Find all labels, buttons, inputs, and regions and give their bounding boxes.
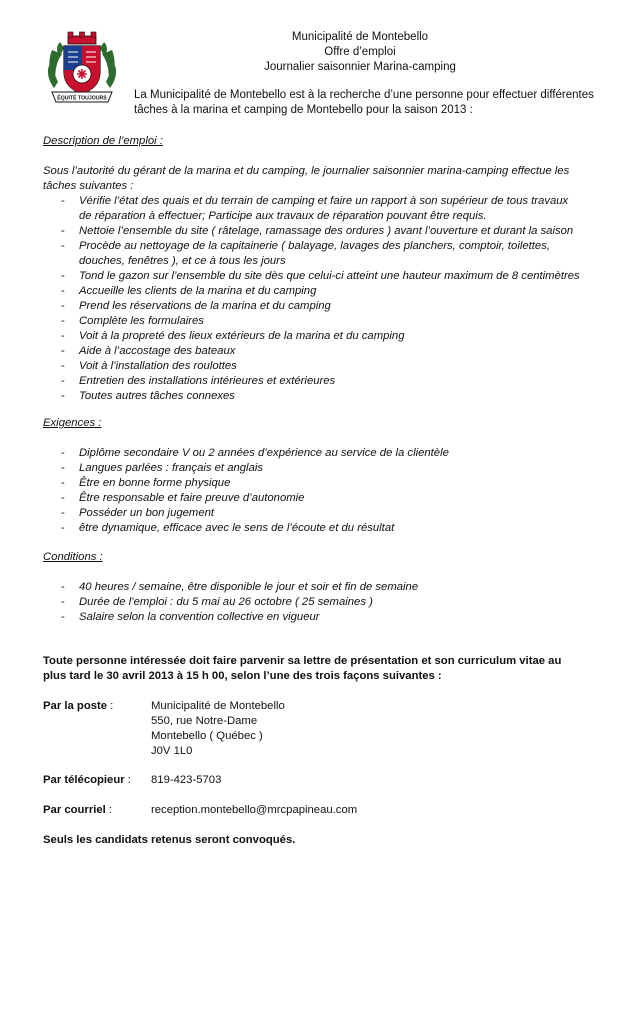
crown-icon xyxy=(68,32,96,44)
list-item: - 40 heures / semaine, être disponible le jour et soir et fin de semaine xyxy=(43,580,583,595)
requirements-list xyxy=(43,446,583,536)
list-item: - Procède au nettoyage de la capitainerie ( balayage, lavages des planchers, comptoir, toilettes, douches, fenêtres ), et ce à tous les jours xyxy=(43,239,583,269)
header-offer: Offre d’emploi xyxy=(324,46,396,58)
address-line: Municipalité de Montebello xyxy=(151,700,285,712)
description-paragraph: Sous l’autorité du gérant de la marina et du camping, le journalier saisonnier marina-camping effectue les tâches suivantes : xyxy=(43,165,570,192)
list-item: - Toutes autres tâches connexes xyxy=(43,389,583,404)
list-item: - Salaire selon la convention collective en vigueur xyxy=(43,610,583,625)
municipal-crest-logo xyxy=(46,30,118,106)
list-item: - Diplôme secondaire V ou 2 années d’expérience au service de la clientèle xyxy=(43,446,583,461)
header-municipality: Municipalité de Montebello xyxy=(291,31,429,43)
mail-separator: : xyxy=(107,700,114,712)
list-item: - Être responsable et faire preuve d’autonomie xyxy=(43,491,583,506)
address-line: 550, rue Notre-Dame xyxy=(151,715,258,727)
address-line: Montebello ( Québec ) xyxy=(151,730,263,742)
footer-note: Seuls les candidats retenus seront convoqués. xyxy=(43,834,296,846)
list-item: - Posséder un bon jugement xyxy=(43,506,583,521)
list-item: - Être en bonne forme physique xyxy=(43,476,583,491)
list-item: - Durée de l’emploi : du 5 mai au 26 octobre ( 25 semaines ) xyxy=(43,595,583,610)
list-item: - Accueille les clients de la marina et du camping xyxy=(43,284,583,299)
conditions-heading: Conditions : xyxy=(43,551,103,563)
application-instruction: Toute personne intéressée doit faire parvenir sa lettre de présentation et son curriculum vitae au plus tard le 30 avril 2013 à 15 h 00, selon l’une des trois façons suivantes : xyxy=(43,655,562,682)
description-heading: Description de l’emploi : xyxy=(43,135,163,147)
fax-separator: : xyxy=(124,774,131,786)
list-item: - Nettoie l’ensemble du site ( râtelage, ramassage des ordures ) avant l’ouverture et durant la saison xyxy=(43,224,583,239)
list-item: - Vérifie l’état des quais et du terrain de camping et faire un rapport à son supérieur de tous travaux de réparation à effectuer; Participe aux travaux de réparation pouvant être requis. xyxy=(43,194,583,224)
motto-text: ÉQUITÉ TOUJOURS xyxy=(57,95,107,102)
email-address: reception.montebello@mrcpapineau.com xyxy=(151,804,358,816)
address-line: J0V 1L0 xyxy=(151,745,193,757)
list-item: - Aide à l’accostage des bateaux xyxy=(43,344,583,359)
list-item: - Entretien des installations intérieures et extérieures xyxy=(43,374,583,389)
list-item: - Prend les réservations de la marina et du camping xyxy=(43,299,583,314)
list-item: - Tond le gazon sur l’ensemble du site dès que celui-ci atteint une hauteur maximum de 8 centimètres xyxy=(43,269,583,284)
email-separator: : xyxy=(105,804,113,816)
list-item: - Langues parlées : français et anglais xyxy=(43,461,583,476)
mail-label: Par la poste xyxy=(43,700,108,712)
conditions-list xyxy=(43,580,583,625)
requirements-heading: Exigences : xyxy=(43,417,102,429)
fax-label: Par télécopieur xyxy=(43,774,125,786)
list-item: - Complète les formulaires xyxy=(43,314,583,329)
intro-paragraph: La Municipalité de Montebello est à la recherche d’une personne pour effectuer différentes tâches à la marina et camping de Montebello pour la saison 2013 : xyxy=(134,89,594,116)
task-list xyxy=(43,194,583,404)
mailing-address xyxy=(151,699,471,759)
list-item: - Voit à l’installation des roulottes xyxy=(43,359,583,374)
email-label: Par courriel xyxy=(43,804,106,816)
motto-ribbon xyxy=(52,92,112,102)
shield-icon xyxy=(64,46,100,94)
header-job-title: Journalier saisonnier Marina-camping xyxy=(264,61,456,73)
fax-number: 819-423-5703 xyxy=(151,774,222,786)
list-item: - Voit à la propreté des lieux extérieurs de la marina et du camping xyxy=(43,329,583,344)
list-item: - être dynamique, efficace avec le sens de l’écoute et du résultat xyxy=(43,521,583,536)
